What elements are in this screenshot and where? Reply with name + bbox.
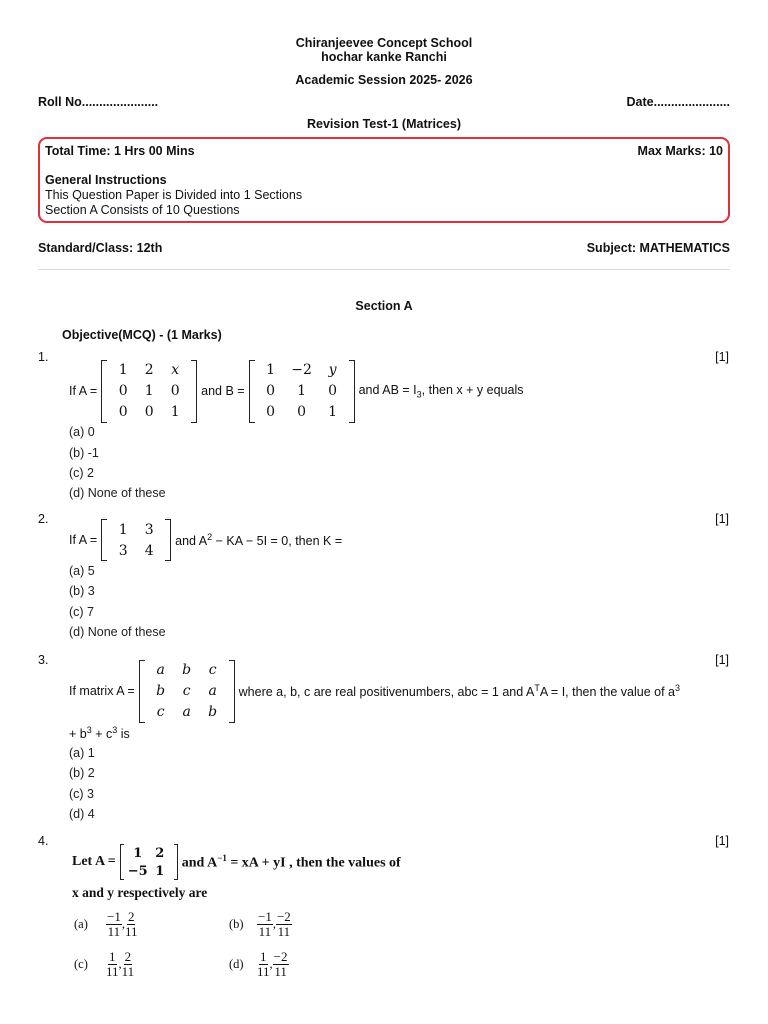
option-b[interactable]: (b) $\frac{-1}{11}$ , $\frac{-2}{11}$ xyxy=(229,908,291,939)
question-2-stem xyxy=(69,518,342,562)
section-title: Section A xyxy=(355,299,413,313)
option[interactable]: (d) 4 xyxy=(69,807,95,821)
matrix-a xyxy=(139,660,235,723)
question-text: where a, b, c are real positivenumbers, abc = 1 and $A^TA = I$, then the value of $a^3$ xyxy=(238,682,680,700)
date-field: Date...................... xyxy=(626,95,730,109)
question-text: and $A^{-1}$ = xA + yI , then the values of xyxy=(181,852,401,871)
option-c[interactable]: (c) $\frac{1}{11}$ , $\frac{2}{11}$ xyxy=(74,948,135,979)
question-3-stem xyxy=(69,660,680,722)
instruction-line: Section A Consists of 10 Questions xyxy=(45,203,240,217)
question-number: 2. xyxy=(38,512,49,526)
question-text: and AB = $I_3$, then x + y equals xyxy=(358,382,524,400)
matrix-cells: 1 3 3 4 xyxy=(118,521,154,559)
option[interactable]: (d) None of these xyxy=(69,486,166,500)
instruction-line: This Question Paper is Divided into 1 Sections xyxy=(45,188,303,202)
test-title: Revision Test-1 (Matrices) xyxy=(307,117,461,131)
option[interactable]: (a) 5 xyxy=(69,564,95,578)
matrix-cells: a b c b c a c a b xyxy=(156,662,218,720)
matrix-cells: 1 2 x 0 1 0 0 0 1 xyxy=(118,362,180,420)
question-text: If A = xyxy=(69,533,98,547)
question-text: Let A = xyxy=(72,854,116,869)
option[interactable]: (b) 3 xyxy=(69,584,95,598)
roll-no-field: Roll No...................... xyxy=(38,95,159,109)
option[interactable]: (b) -1 xyxy=(69,446,99,460)
option[interactable]: (d) None of these xyxy=(69,625,166,639)
option[interactable]: (a) 0 xyxy=(69,425,95,439)
standard-class: Standard/Class: 12th xyxy=(38,241,163,255)
question-marks: [1] xyxy=(715,834,729,848)
question-number: 4. xyxy=(38,834,49,848)
question-text-continued: + $b^3 + c^3$ is xyxy=(69,725,130,742)
matrix-b xyxy=(249,360,355,423)
option-a[interactable]: (a) $\frac{-1}{11}$ , $\frac{2}{11}$ xyxy=(74,908,138,939)
section-subtitle: Objective(MCQ) - (1 Marks) xyxy=(62,328,222,342)
question-4-stem xyxy=(72,842,401,882)
option[interactable]: (b) 2 xyxy=(69,766,95,780)
matrix-cells: 1 2 −5 1 xyxy=(127,845,165,879)
max-marks: Max Marks: 10 xyxy=(637,144,723,158)
school-address: hochar kanke Ranchi xyxy=(321,50,447,64)
question-number: 3. xyxy=(38,653,49,667)
instructions-title: General Instructions xyxy=(45,173,167,187)
divider xyxy=(38,269,730,270)
school-name: Chiranjeevee Concept School xyxy=(295,36,473,50)
academic-session: Academic Session 2025- 2026 xyxy=(295,73,473,87)
question-text: If A = xyxy=(69,384,98,398)
matrix-a xyxy=(101,360,197,423)
question-number: 1. xyxy=(38,350,49,364)
option[interactable]: (a) 1 xyxy=(69,746,95,760)
subject: Subject: MATHEMATICS xyxy=(586,241,730,255)
matrix-a xyxy=(101,519,171,561)
option[interactable]: (c) 3 xyxy=(69,787,94,801)
question-text-continued: x and y respectively are xyxy=(72,885,208,900)
question-text: If matrix A = xyxy=(69,684,135,698)
matrix-cells: 1 −2 y 0 1 0 0 0 1 xyxy=(266,362,338,420)
option[interactable]: (c) 2 xyxy=(69,466,94,480)
question-marks: [1] xyxy=(715,653,729,667)
question-1-stem xyxy=(69,360,523,422)
option-d[interactable]: (d) $\frac{1}{11}$ , $\frac{-2}{11}$ xyxy=(229,948,288,979)
total-time: Total Time: 1 Hrs 00 Mins xyxy=(45,144,195,158)
question-text: and $A^2$ − KA − 5I = 0, then K = xyxy=(175,531,343,549)
option[interactable]: (c) 7 xyxy=(69,605,94,619)
matrix-a xyxy=(120,844,178,880)
question-marks: [1] xyxy=(715,350,729,364)
question-text: and B = xyxy=(201,384,245,398)
question-marks: [1] xyxy=(715,512,729,526)
